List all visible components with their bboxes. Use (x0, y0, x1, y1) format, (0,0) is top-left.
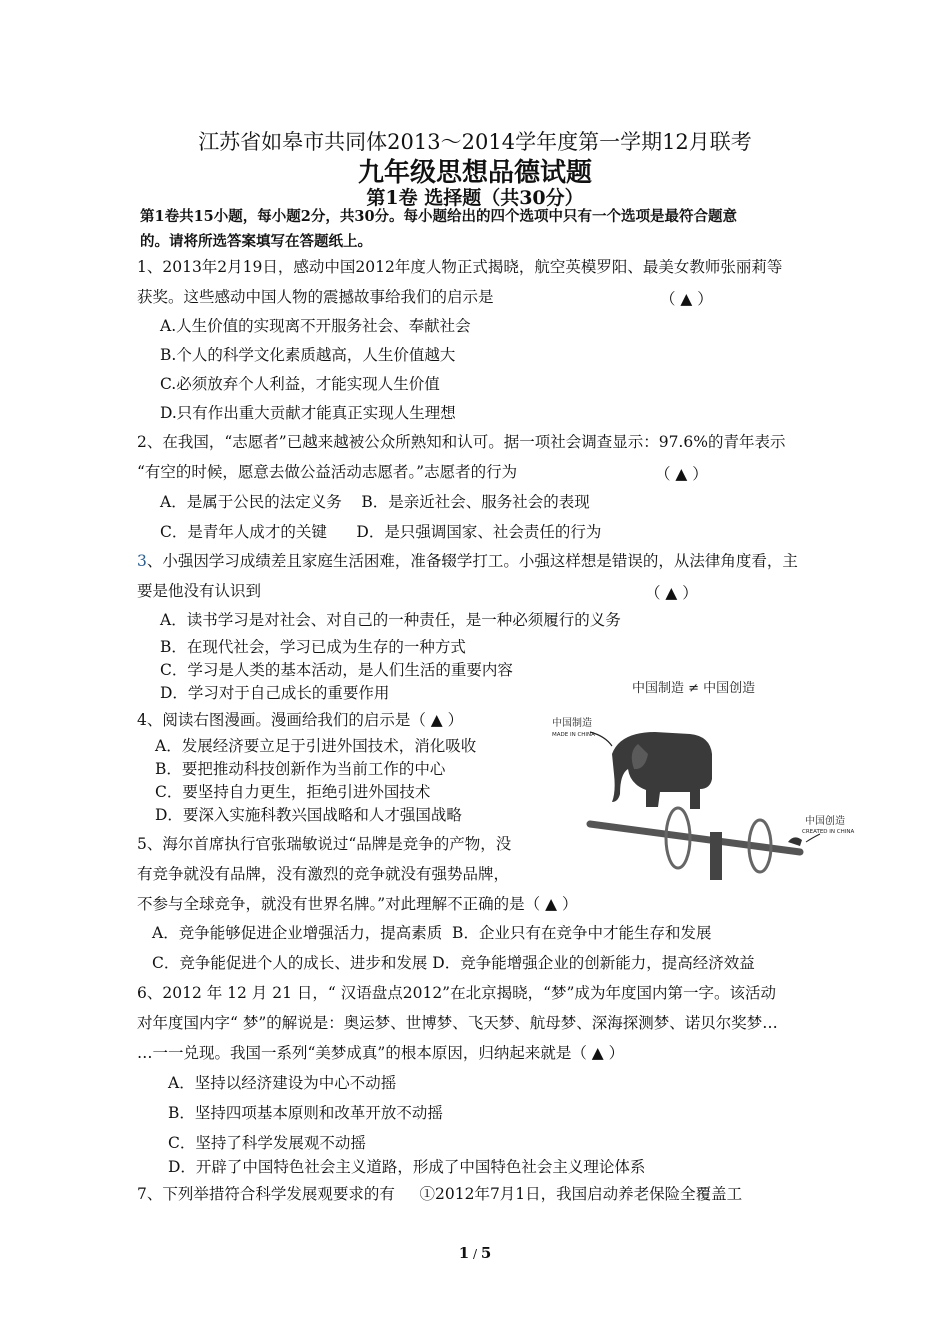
page-number (0, 1244, 950, 1262)
question-5-stem: 5、海尔首席执行官张瑞敏说过“品牌是竞争的产物，没 (137, 835, 512, 853)
answer-bracket: （ ▲ ） (655, 465, 708, 483)
question-5-stem: 不参与全球竞争，就没有世界名牌。”对此理解不正确的是（ ▲ ） (137, 895, 578, 913)
question-6-stem: …一一兑现。我国一系列“美梦成真”的根本原因，归纳起来就是（ ▲ ） (137, 1044, 625, 1062)
question-5-stem: 有竞争就没有品牌，没有激烈的竞争就没有强势品牌， (137, 865, 510, 883)
options-row: A．是属于公民的法定义务 B．是亲近社会、服务社会的表现 (160, 493, 590, 511)
option-a: A．发展经济要立足于引进外国技术，消化吸收 (155, 737, 477, 755)
option-c: C．坚持了科学发展观不动摇 (168, 1134, 366, 1152)
option-c: C．要坚持自力更生，拒绝引进外国技术 (155, 783, 431, 801)
question-2-stem: 2、在我国，“志愿者”已越来越被公众所熟知和认可。据一项社会调查显示：97.6%的青年表示 (137, 433, 786, 451)
option-b: B．坚持四项基本原则和改革开放不动摇 (168, 1104, 443, 1122)
cartoon-title: 中国制造 ≠ 中国创造 (632, 681, 756, 696)
question-1-stem: 获奖。这些感动中国人物的震撼故事给我们的启示是 (137, 288, 494, 306)
option-a: A．读书学习是对社会、对自己的一种责任，是一种必须履行的义务 (160, 611, 621, 629)
option-d: D．学习对于自己成长的重要作用 (160, 684, 390, 702)
cartoon-image (550, 674, 870, 884)
cartoon-right-sub: CREATED IN CHINA (802, 829, 855, 835)
option-a: A.人生价值的实现离不开服务社会、奉献社会 (160, 317, 471, 335)
question-7-stem: 7、下列举措符合科学发展观要求的有 ①2012年7月1日，我国启动养老保险全覆盖工 (137, 1185, 743, 1203)
options-row: C．是青年人成才的关键 D．是只强调国家、社会责任的行为 (160, 523, 602, 541)
question-3-text: 、小强因学习成绩差且家庭生活困难，准备辍学打工。小强这样想是错误的，从法律角度看，主 (146, 552, 798, 570)
answer-bracket: （ ▲ ） (660, 290, 713, 308)
exam-header-line: 江苏省如皋市共同体2013～2014学年度第一学期12月联考 (198, 130, 752, 154)
instructions-line: 的。请将所选答案填写在答题纸上。 (140, 233, 372, 250)
page-separator: / (469, 1247, 481, 1261)
option-c: C.必须放弃个人利益，才能实现人生价值 (160, 375, 440, 393)
question-2-stem: “有空的时候，愿意去做公益活动志愿者。”志愿者的行为 (137, 463, 518, 481)
options-row: C．竞争能促进个人的成长、进步和发展 D．竞争能增强企业的创新能力，提高经济效益 (152, 954, 755, 972)
option-a: A．坚持以经济建设为中心不动摇 (168, 1074, 397, 1092)
option-c: C．学习是人类的基本活动，是人们生活的重要内容 (160, 661, 513, 679)
question-3-stem (137, 551, 798, 571)
instructions-line: 第1卷共15小题，每小题2分，共30分。每小题给出的四个选项中只有一个选项是最符合题意 (140, 208, 738, 225)
option-b: B.个人的科学文化素质越高，人生价值越大 (160, 346, 456, 364)
option-b: B．在现代社会，学习已成为生存的一种方式 (160, 638, 466, 656)
question-4-stem: 4、阅读右图漫画。漫画给我们的启示是（ ▲ ） (137, 711, 464, 729)
page-current: 1 (458, 1244, 470, 1262)
question-6-stem: 对年度国内字“ 梦”的解说是：奥运梦、世博梦、飞天梦、航母梦、深海探测梦、诺贝尔奖梦… (137, 1014, 778, 1032)
question-3-number: 3 (137, 552, 147, 570)
seesaw-icon (590, 808, 800, 880)
option-d: D.只有作出重大贡献才能真正实现人生理想 (160, 404, 456, 422)
option-b: B．要把推动科技创新作为当前工作的中心 (155, 760, 446, 778)
cartoon-right-label: 中国创造 (805, 816, 845, 827)
option-d: D．开辟了中国特色社会主义道路，形成了中国特色社会主义理论体系 (168, 1158, 646, 1176)
answer-bracket: （ ▲ ） (645, 584, 698, 602)
question-1-stem: 1、2013年2月19日，感动中国2012年度人物正式揭晓，航空英模罗阳、最美女教师张丽莉等 (137, 258, 783, 276)
cartoon-left-label: 中国制造 (552, 718, 592, 729)
page-total: 5 (480, 1244, 492, 1262)
cartoon-left-sub: MADE IN CHINA (552, 732, 595, 738)
bird-icon (788, 837, 802, 846)
section-title: 第1卷 选择题（共30分） (366, 187, 584, 209)
question-6-stem: 6、2012 年 12 月 21 日，“ 汉语盘点2012”在北京揭晓，“梦”成为年度国内第一字。该活动 (137, 984, 776, 1002)
options-row: A．竞争能够促进企业增强活力，提高素质 B．企业只有在竞争中才能生存和发展 (152, 924, 712, 942)
option-d: D．要深入实施科教兴国战略和人才强国战略 (155, 806, 462, 824)
exam-title: 九年级思想品德试题 (357, 158, 592, 188)
elephant-icon (612, 732, 712, 809)
question-3-stem: 要是他没有认识到 (137, 582, 262, 600)
